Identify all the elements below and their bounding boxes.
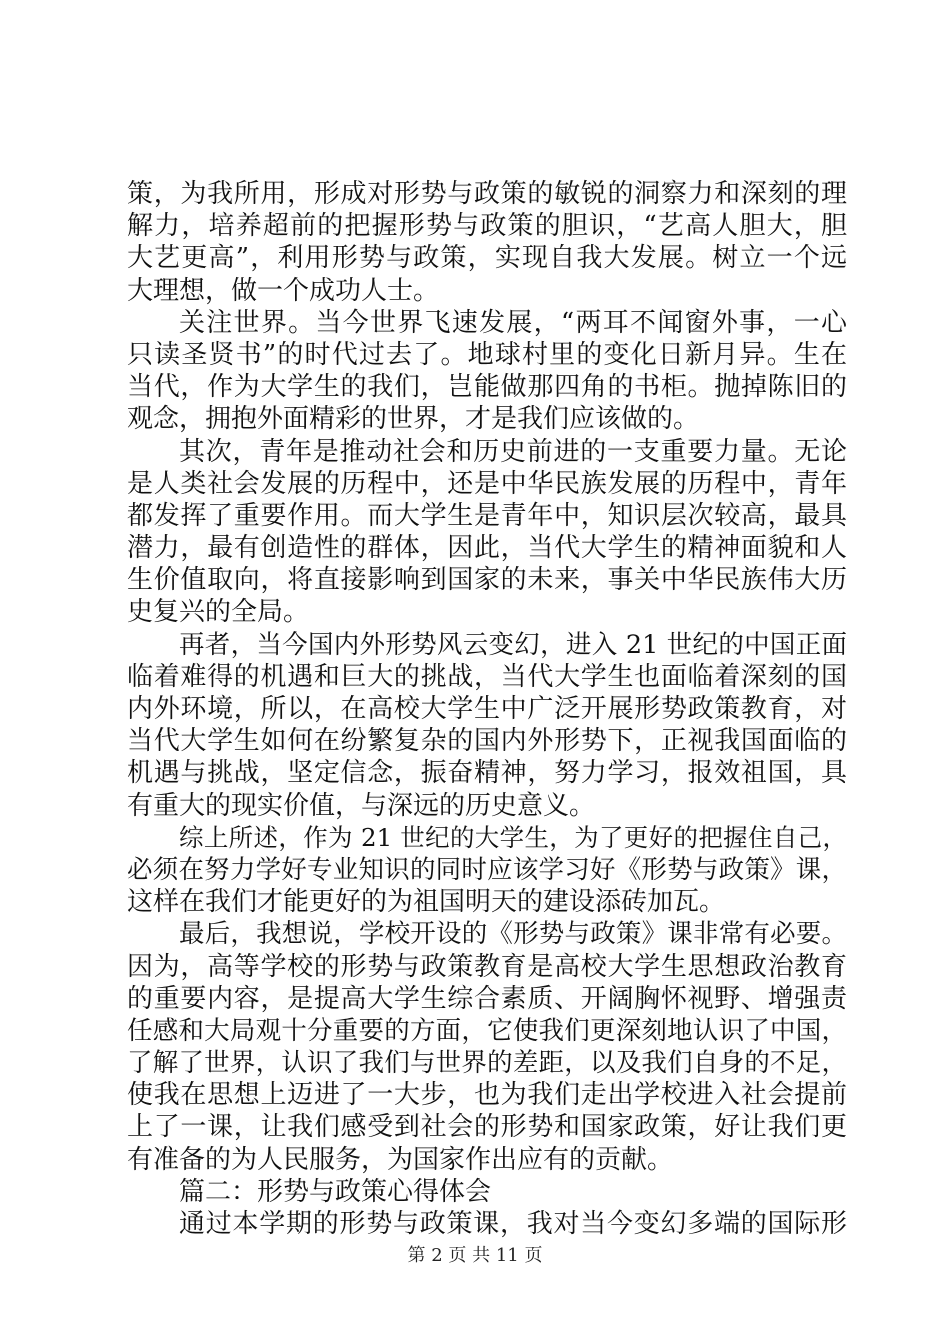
- text-line: 大艺更高”，利用形势与政策，实现自我大发展。树立一个远: [127, 243, 847, 274]
- text-line: 关注世界。当今世界飞速发展，“两耳不闻窗外事，一心: [179, 307, 847, 338]
- text-line: 的重要内容，是提高大学生综合素质、开阔胸怀视野、增强责: [127, 983, 847, 1014]
- text-line: 上了一课，让我们感受到社会的形势和国家政策，好让我们更: [127, 1112, 847, 1143]
- text-line: 最后，我想说，学校开设的《形势与政策》课非常有必要。: [179, 919, 847, 950]
- text-line: 都发挥了重要作用。而大学生是青年中，知识层次较高，最具: [127, 500, 847, 531]
- text-line: 观念，拥抱外面精彩的世界，才是我们应该做的。: [127, 404, 700, 435]
- text-line: 潜力，最有创造性的群体，因此，当代大学生的精神面貌和人: [127, 533, 847, 564]
- page-footer: 第 2 页 共 11 页: [407, 1245, 543, 1266]
- text-line: 篇二：形势与政策心得体会: [179, 1176, 492, 1207]
- text-line: 因为，高等学校的形势与政策教育是高校大学生思想政治教育: [127, 951, 847, 982]
- text-line: 任感和大局观十分重要的方面，它使我们更深刻地认识了中国，: [127, 1015, 847, 1046]
- text-line: 综上所述，作为 21 世纪的大学生，为了更好的把握住自己，: [179, 822, 847, 852]
- text-line: 史复兴的全局。: [127, 597, 310, 628]
- text-line: 当代，作为大学生的我们，岂能做那四角的书柜。抛掉陈旧的: [127, 372, 847, 403]
- text-line: 当代大学生如何在纷繁复杂的国内外形势下，正视我国面临的: [127, 726, 847, 757]
- text-line: 内外环境，所以，在高校大学生中广泛开展形势政策教育，对: [127, 694, 847, 724]
- text-line: 其次，青年是推动社会和历史前进的一支重要力量。无论: [179, 436, 847, 467]
- text-line: 必须在努力学好专业知识的同时应该学习好《形势与政策》课，: [127, 854, 847, 885]
- text-line: 只读圣贤书”的时代过去了。地球村里的变化日新月异。生在: [127, 339, 847, 370]
- text-line: 是人类社会发展的历程中，还是中华民族发展的历程中，青年: [127, 468, 847, 499]
- text-line: 这样在我们才能更好的为祖国明天的建设添砖加瓦。: [127, 887, 726, 918]
- text-line: 有重大的现实价值，与深远的历史意义。: [127, 790, 596, 821]
- document-body: [127, 178, 847, 1240]
- text-line: 再者，当今国内外形势风云变幻，进入 21 世纪的中国正面: [179, 629, 847, 660]
- text-line: 使我在思想上迈进了一大步，也为我们走出学校进入社会提前: [127, 1080, 847, 1111]
- text-line: 生价值取向，将直接影响到国家的未来，事关中华民族伟大历: [127, 565, 847, 596]
- text-line: 有准备的为人民服务，为国家作出应有的贡献。: [127, 1144, 674, 1175]
- text-line: 大理想，做一个成功人士。: [127, 275, 440, 306]
- text-line: 机遇与挑战，坚定信念，振奋精神，努力学习，报效祖国，具: [127, 758, 847, 789]
- text-line: 临着难得的机遇和巨大的挑战，当代大学生也面临着深刻的国: [127, 661, 847, 692]
- text-line: 了解了世界，认识了我们与世界的差距，以及我们自身的不足，: [127, 1048, 847, 1079]
- text-line: 解力，培养超前的把握形势与政策的胆识，“艺高人胆大，胆: [127, 211, 847, 242]
- text-line: 通过本学期的形势与政策课，我对当今变幻多端的国际形: [179, 1209, 847, 1239]
- text-line: 策，为我所用，形成对形势与政策的敏锐的洞察力和深刻的理: [127, 179, 847, 209]
